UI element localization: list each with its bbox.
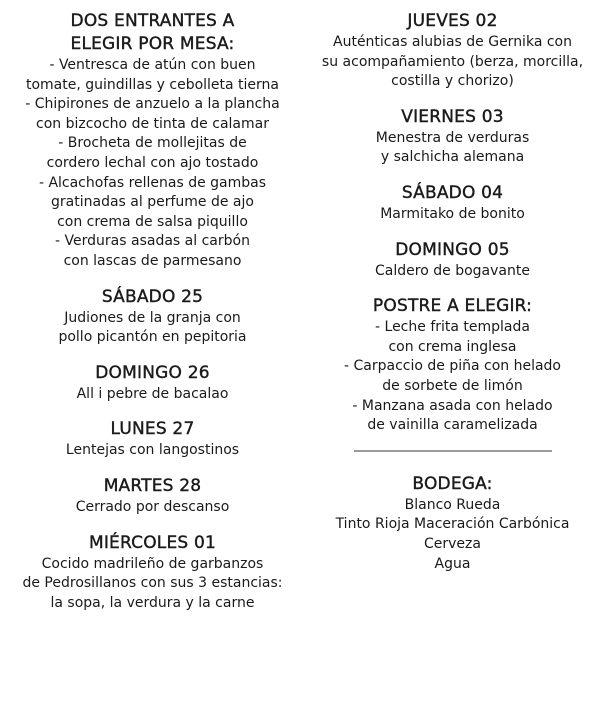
section-lines	[305, 205, 600, 225]
menu-section	[305, 182, 600, 225]
menu-line: Cerrado por descanso	[75, 498, 230, 515]
menu-line: Lentejas con langostinos	[65, 442, 240, 459]
section-heading: BODEGA:	[412, 473, 493, 494]
menu-line: - Ventresca de atún con buen	[49, 57, 256, 73]
menu-line: - Manzana asada con helado	[352, 397, 553, 414]
menu-line: Agua	[434, 555, 471, 572]
menu-section	[305, 10, 600, 92]
section-heading: MIÉRCOLES 01	[88, 532, 217, 553]
menu-line: la sopa, la verdura y la carne	[50, 594, 255, 611]
section-lines	[0, 441, 305, 461]
section-heading: LUNES 27	[110, 419, 195, 440]
menu-line: - Leche frita templada	[375, 319, 530, 336]
menu-line: All i pebre de bacalao	[76, 385, 229, 402]
section-heading: SÁBADO 04	[401, 182, 504, 203]
menu-line: de sorbete de limón	[382, 377, 523, 394]
menu-line: - Carpaccio de piña con helado	[344, 358, 561, 375]
menu-section	[0, 10, 305, 272]
menu-section	[0, 362, 305, 405]
section-lines	[305, 33, 600, 92]
menu-section-bodega	[305, 473, 600, 574]
section-lines	[0, 385, 305, 405]
section-lines	[0, 498, 305, 518]
section-heading: DOMINGO 26	[95, 362, 210, 383]
section-heading: VIERNES 03	[401, 106, 504, 127]
section-divider	[354, 450, 552, 452]
menu-line: - Brocheta de mollejitas de	[58, 135, 247, 152]
right-column	[305, 10, 600, 588]
menu-section	[305, 295, 600, 436]
menu-section	[0, 532, 305, 614]
menu-line: con bizcocho de tinta de calamar	[36, 115, 269, 132]
menu-line: con crema inglesa	[388, 338, 517, 355]
menu-line: Tinto Rioja Maceración Carbónica	[335, 516, 570, 533]
section-lines	[305, 129, 600, 168]
section-heading: DOS ENTRANTES A ELEGIR POR MESA:	[70, 11, 235, 54]
menu-line: Menestra de verduras	[375, 129, 530, 146]
menu-line: de Pedrosillanos con sus 3 estancias:	[22, 575, 283, 592]
section-heading: JUEVES 02	[407, 11, 498, 31]
menu-line: Cocido madrileño de garbanzos	[41, 555, 264, 572]
menu-line: con lascas de parmesano	[63, 252, 242, 269]
menu-line: - Chipirones de anzuelo a la plancha	[25, 96, 280, 113]
section-lines	[305, 318, 600, 436]
menu-line: Judiones de la granja con	[64, 309, 241, 326]
menu-line: - Verduras asadas al carbón	[55, 233, 250, 250]
section-lines	[305, 262, 600, 282]
menu-line: Caldero de bogavante	[375, 262, 530, 279]
menu-line: su acompañamiento (berza, morcilla,	[321, 53, 584, 70]
menu-line: costilla y chorizo)	[391, 73, 514, 90]
section-heading: DOMINGO 05	[395, 239, 510, 260]
section-heading: POSTRE A ELEGIR:	[372, 296, 533, 317]
menu-line: con crema de salsa piquillo	[57, 213, 248, 230]
section-heading: MARTES 28	[103, 475, 202, 496]
menu-line: - Alcachofas rellenas de gambas	[38, 174, 267, 191]
section-lines	[0, 56, 305, 272]
menu-section	[0, 475, 305, 518]
menu-line: gratinadas al perfume de ajo	[51, 194, 254, 211]
menu-line: tomate, guindillas y cebolleta tierna	[25, 76, 280, 93]
menu-line: Auténticas alubias de Gernika con	[333, 34, 572, 50]
menu-section	[0, 286, 305, 348]
section-lines	[0, 309, 305, 348]
menu-line: Cerveza	[424, 535, 481, 552]
section-lines	[305, 496, 600, 574]
left-column	[0, 10, 305, 627]
menu-line: de vainilla caramelizada	[367, 417, 538, 434]
menu-line: Blanco Rueda	[404, 496, 501, 513]
menu-line: pollo picantón en pepitoria	[58, 329, 247, 346]
menu-line: cordero lechal con ajo tostado	[46, 154, 259, 171]
menu-line: y salchicha alemana	[380, 149, 525, 166]
menu-line: Marmitako de bonito	[380, 205, 525, 222]
menu-section	[305, 239, 600, 282]
menu-section	[0, 418, 305, 461]
section-heading: SÁBADO 25	[101, 286, 204, 307]
section-lines	[0, 555, 305, 614]
menu-section	[305, 106, 600, 168]
